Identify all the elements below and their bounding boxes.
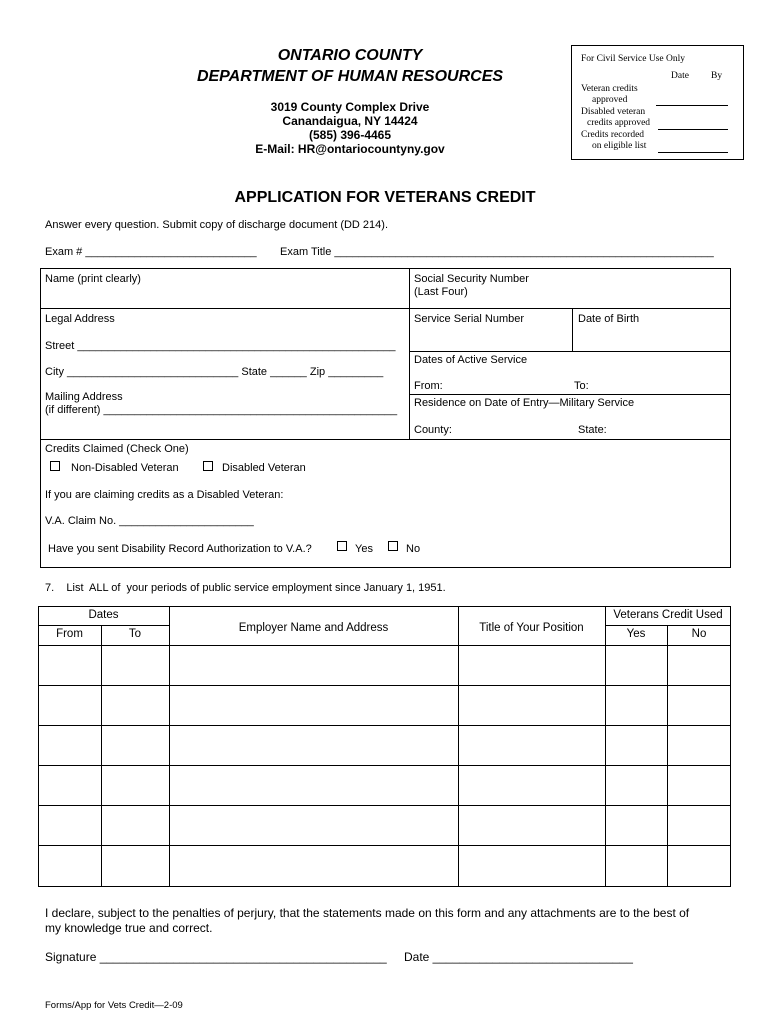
table-row[interactable] [39, 686, 730, 725]
from-field[interactable]: From: [414, 380, 443, 392]
ssn-field[interactable]: Social Security Number [414, 273, 529, 285]
instructions: Answer every question. Submit copy of discharge document (DD 214). [45, 219, 388, 231]
credit-header: Veterans Credit Used [613, 609, 723, 621]
credits-recorded-line[interactable] [658, 152, 728, 153]
row-divider-1 [40, 308, 731, 309]
service-serial-field[interactable]: Service Serial Number [414, 313, 525, 325]
disabled-note: If you are claiming credits as a Disabled Veteran: [45, 489, 284, 501]
phone-line: (585) 396-4465 [308, 128, 392, 142]
civil-service-box [571, 45, 744, 160]
disabled-label: Disabled Veteran [222, 462, 306, 474]
personal-divider [409, 268, 410, 440]
from-header: From [56, 628, 83, 640]
non-disabled-checkbox[interactable] [50, 461, 60, 473]
va-claim-field[interactable]: V.A. Claim No. ______________________ [45, 515, 254, 527]
form-title: APPLICATION FOR VETERANS CREDIT [234, 189, 536, 206]
exam-number-field[interactable]: Exam # ____________________________ [45, 246, 257, 258]
employer-header: Employer Name and Address [238, 622, 389, 634]
declaration-text-line2: my knowledge true and correct. [45, 921, 213, 935]
date-field[interactable]: Date ______________________________ [404, 950, 633, 964]
authorization-question: Have you sent Disability Record Authorization to V.A.? [48, 543, 312, 555]
active-service-label: Dates of Active Service [414, 354, 528, 366]
dates-header-divider [38, 625, 169, 626]
table-row[interactable] [39, 806, 730, 845]
dob-divider [572, 308, 573, 351]
disabled-credits-line[interactable] [658, 129, 728, 130]
exam-title-field[interactable]: Exam Title ______________________________________________________________ [280, 246, 714, 258]
city-line: Canandaigua, NY 14424 [282, 114, 418, 128]
employment-question: 7. List ALL of your periods of public service employment since January 1, 1951. [45, 582, 446, 594]
credit-no-header: No [691, 628, 707, 640]
mailing-address-field[interactable]: (if different) ________________________________________________ [45, 404, 398, 416]
civil-service-title: For Civil Service Use Only [581, 54, 685, 64]
table-row[interactable] [39, 766, 730, 805]
table-row[interactable] [39, 846, 730, 886]
position-header: Title of Your Position [479, 622, 584, 634]
to-header: To [128, 628, 142, 640]
footer-form-id: Forms/App for Vets Credit—2-09 [45, 1000, 183, 1011]
no-checkbox[interactable] [388, 541, 398, 553]
email-line: E-Mail: HR@ontariocountyny.gov [255, 142, 445, 156]
yes-checkbox[interactable] [337, 541, 347, 553]
declaration-text-line1: I declare, subject to the penalties of perjury, that the statements made on this form and any attachments are to the best of [45, 906, 690, 920]
address-line: 3019 County Complex Drive [270, 100, 430, 114]
credits-recorded-label: Credits recorded [581, 130, 645, 140]
credits-heading: Credits Claimed (Check One) [45, 443, 189, 455]
disabled-checkbox[interactable] [203, 461, 213, 473]
signature-field[interactable]: Signature ___________________________________________ [45, 950, 387, 964]
by-column-label: By [711, 71, 723, 81]
county-name: ONTARIO COUNTY [277, 47, 423, 64]
legal-address-label: Legal Address [45, 313, 115, 325]
street-field[interactable]: Street ____________________________________________________ [45, 340, 396, 352]
date-column-label: Date [671, 71, 689, 81]
county-field[interactable]: County: [414, 424, 452, 436]
department-name: DEPARTMENT OF HUMAN RESOURCES [196, 68, 504, 85]
city-state-zip-field[interactable]: City ____________________________ State ______ Zip _________ [45, 366, 384, 378]
mailing-address-label: Mailing Address [45, 391, 123, 403]
yes-label: Yes [355, 543, 373, 555]
to-field[interactable]: To: [574, 380, 589, 392]
credit-yes-header: Yes [626, 628, 646, 640]
approved-label: approved [592, 95, 628, 105]
residence-label: Residence on Date of Entry—Military Service [414, 397, 635, 409]
eligible-list-label: on eligible list [592, 141, 647, 151]
table-row[interactable] [39, 646, 730, 685]
table-row[interactable] [39, 726, 730, 765]
dates-header: Dates [88, 609, 119, 621]
credit-header-divider [605, 625, 731, 626]
non-disabled-label: Non-Disabled Veteran [71, 462, 179, 474]
row-divider-3 [409, 394, 731, 395]
dob-field[interactable]: Date of Birth [578, 313, 640, 325]
row-divider-2 [409, 351, 731, 352]
disabled-veteran-label: Disabled veteran [581, 107, 646, 117]
veteran-credits-label: Veteran credits [581, 84, 638, 94]
credits-approved-label: credits approved [587, 118, 651, 128]
veteran-credits-line[interactable] [656, 105, 728, 106]
ssn-sub-label: (Last Four) [414, 286, 468, 298]
name-field[interactable]: Name (print clearly) [45, 273, 141, 285]
no-label: No [406, 543, 421, 555]
state-field[interactable]: State: [578, 424, 607, 436]
